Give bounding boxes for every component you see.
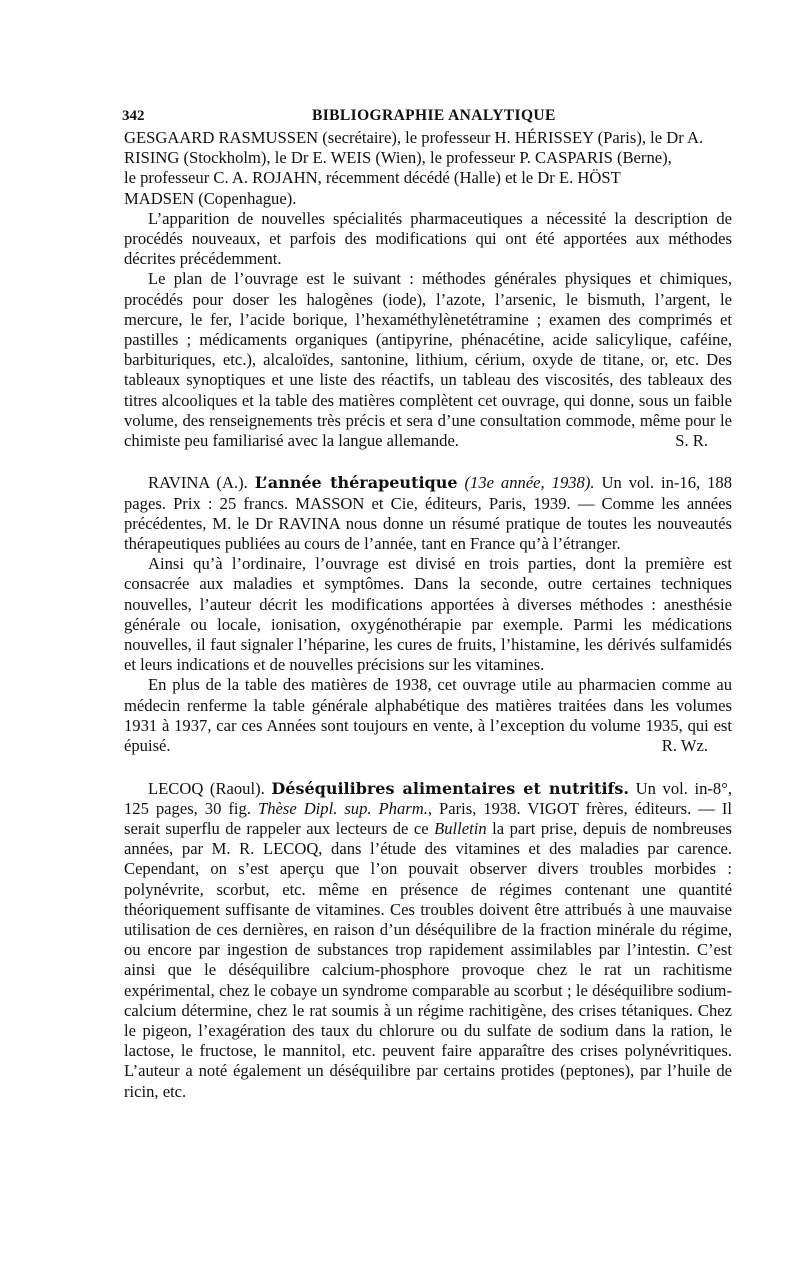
continuation-line-1: GESGAARD RASMUSSEN (secrétaire), le professeur H. HÉRISSEY (Paris), le Dr A. <box>124 128 704 147</box>
ravina-author: RAVINA (A.). <box>148 473 248 493</box>
lecoq-body: la part prise, depuis de nombreuses années, par M. R. LECOQ, dans l’étude des vitamines et des maladies par carence. Cependant, on s’est aperçu que l’on pouvait observer divers troubles morbides : polynévrite, scorbut, etc. même en présence de régimes contenant une quantité théoriquement suffisante de vitamines. Ces troubles doivent être attribués à une mauvaise utilisation de ces dernières, en raison d’un déséquilibre de la fraction minérale du régime, ou encore par ingestion de substances trop rapidement assimilables par l’intestin. C’est ainsi que le déséquilibre calcium-phosphore provoque chez le rat un rachitisme expérimental, chez le cobaye un syndrome comparable au scorbut ; le déséquilibre sodium-calcium détermine, chez le rat soumis à un régime rachitigène, des crises tétaniques. Chez le pigeon, l’exagération des taux du chlorure ou du sulfate de sodium dans la ration, le lactose, le fructose, le mannitol, etc. peuvent faire apparaître des crises polynévritiques. L’auteur a noté également un déséquilibre par certains protides (peptones), par l’huile de ricin, etc. <box>124 818 732 1101</box>
ravina-signature: R. Wz. <box>661 736 708 756</box>
ravina-heading <box>124 473 732 554</box>
ravina-paragraph-2: En plus de la table des matières de 1938, cet ouvrage utile au pharmacien comme au médecin renferme la table générale alphabétique des matières traitées dans les volumes 1931 à 1937, car ces Années sont toujours en vente, à l’exception du volume 1935, qui est épuisé. <box>124 675 732 756</box>
lecoq-author: LECOQ (Raoul). <box>148 778 265 798</box>
running-head: BIBLIOGRAPHIE ANALYTIQUE <box>312 107 556 124</box>
ravina-biblio: Un vol. in-16, 188 pages. Prix : 25 francs. MASSON et Cie, éditeurs, Paris, 1939. — Comme les années précédentes, M. le Dr RAVINA nous donne un résumé pratique de toutes les nouveautés thérapeutiques publiées au cours de l’année, tant en France qu’à l’étranger. <box>124 473 733 554</box>
continuation-paragraph-1: L’apparition de nouvelles spécialités pharmaceutiques a nécessité la description de procédés nouveaux, et parfois des modifications qui ont été apportées aux méthodes décrites précédemment. <box>124 208 732 269</box>
lecoq-thesis: Thèse Dipl. sup. Pharm. <box>257 798 428 818</box>
ravina-edition: (13e année, 1938). <box>464 473 595 493</box>
ravina-title: L’année thérapeutique <box>254 473 458 493</box>
review-lecoq <box>124 779 732 1102</box>
review-ravina <box>124 473 732 756</box>
page-header <box>124 106 732 128</box>
lecoq-biblio-start: Un vol. in-8°, 125 pages, 30 fig. <box>124 778 733 818</box>
continuation-signature: S. R. <box>675 431 708 451</box>
lecoq-title: Déséquilibres alimentaires et nutritifs. <box>271 778 629 798</box>
lecoq-paragraph <box>124 779 732 1102</box>
lecoq-biblio-mid: , Paris, 1938. VIGOT frères, éditeurs. — Il serait superflu de rappeler aux lecteurs de ce <box>124 798 732 838</box>
lecoq-bulletin: Bulletin <box>434 818 487 838</box>
ravina-paragraph-1: Ainsi qu’à l’ordinaire, l’ouvrage est divisé en trois parties, dont la première est consacrée aux maladies et symptômes. Dans la seconde, outre certaines techniques nouvelles, l’auteur décrit les modifications apportées à diverses méthodes : anesthésie générale ou locale, ionisation, oxygénothérapie par exemple. Parmi les médications nouvelles, il faut signaler l’héparine, les cures de fruits, l’histamine, les dérivés sulfamidés et leurs indications et de nouvelles précisions sur les vitamines. <box>124 554 732 675</box>
continuation-line-4: MADSEN (Copenhague). <box>124 188 297 208</box>
continuation-line-3: le professeur C. A. ROJAHN, récemment décédé (Halle) et le Dr E. HÖST <box>124 168 621 188</box>
continuation-paragraph-2: Le plan de l’ouvrage est le suivant : méthodes générales physiques et chimiques, procédés pour doser les halogènes (iode), l’azote, l’arsenic, le bismuth, l’argent, le mercure, le fer, l’acide borique, l’hexaméthylènetétramine ; examen des comprimés et pastilles ; médicaments organiques (antipyrine, phénacétine, acide salicylique, caféine, barbituriques, etc.), alcaloïdes, santonine, lithium, cérium, oxyde de titane, or, etc. Des tableaux synoptiques et une liste des réactifs, un tableau des viscosités, des tableaux des titres alcooliques et la table des matières complètent cet ouvrage, qui donne, sous un faible volume, des renseignements très précis et sera d’une consultation commode, même pour le chimiste peu familiarisé avec la langue allemande. <box>124 269 732 451</box>
page-number: 342 <box>122 108 145 124</box>
continuation-line-2: RISING (Stockholm), le Dr E. WEIS (Wien), le professeur P. CASPARIS (Berne), <box>124 148 672 168</box>
